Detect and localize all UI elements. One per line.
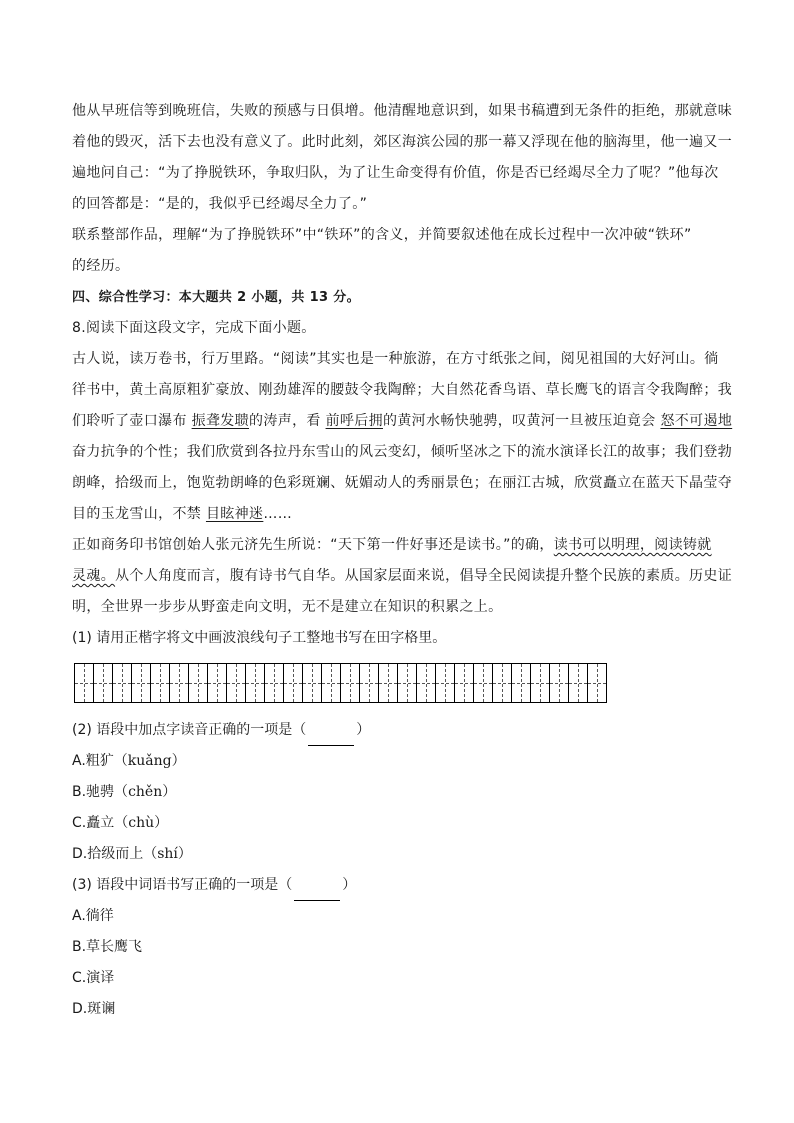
wavy-underlined-sentence: 读书可以明理，阅读铸就 <box>553 537 712 553</box>
option-item[interactable] <box>72 746 722 777</box>
tianzige-cell[interactable] <box>151 663 170 703</box>
tianzige-grid[interactable] <box>74 663 607 703</box>
passage-line: 遍地问自己：“为了挣脱铁环，争取归队，为了让生命变得有价值，你是否已经竭尽全力了呢？”他每次 <box>72 165 719 181</box>
question-text: 联系整部作品，理解“为了挣脱铁环”中“铁环”的含义，并简要叙述他在成长过程中一次冲破“铁环” <box>72 227 692 243</box>
option-item[interactable] <box>72 808 722 839</box>
text-span: (3) 语段中词语书写正确的一项是（ <box>72 877 293 893</box>
tianzige-cell[interactable] <box>455 663 474 703</box>
tianzige-cell[interactable] <box>303 663 322 703</box>
tianzige-cell[interactable] <box>170 663 189 703</box>
passage-line: 朗峰，拾级而上，饱览勃朗峰的色彩斑斓、妩媚动人的秀丽景色；在丽江古城，欣赏矗立在蓝天下晶莹夺 <box>72 475 733 491</box>
option-text: D.拾级而上（ <box>72 846 158 862</box>
passage-line <box>72 499 722 530</box>
passage-line: 的回答都是：“是的，我似乎已经竭尽全力了。” <box>72 196 368 212</box>
tianzige-cell[interactable] <box>265 663 284 703</box>
text-span: (2) 语段中加点字读音正确的一项是（ <box>72 722 307 738</box>
tianzige-cell[interactable] <box>227 663 246 703</box>
tianzige-cell[interactable] <box>132 663 151 703</box>
tianzige-cell[interactable] <box>341 663 360 703</box>
option-text: ） <box>177 846 192 862</box>
tianzige-cell[interactable] <box>113 663 132 703</box>
text-span: …… <box>263 506 293 522</box>
question-title: 8.阅读下面这段文字，完成下面小题。 <box>72 320 316 336</box>
tianzige-cell[interactable] <box>436 663 455 703</box>
underlined-phrase: 怒不可遏地 <box>660 413 733 429</box>
question-text: 的经历。 <box>72 258 130 274</box>
tianzige-cell[interactable] <box>208 663 227 703</box>
tianzige-cell[interactable] <box>284 663 303 703</box>
option-item[interactable]: B.草长鹰飞 <box>72 939 143 955</box>
option-text: A.粗犷（ <box>72 753 128 769</box>
section-heading: 四、综合性学习：本大题共 2 小题，共 13 分。 <box>72 290 360 305</box>
passage-line: 他从早班信等到晚班信，失败的预感与日俱增。他清醒地意识到，如果书稿遭到无条件的拒绝，那就意味 <box>72 103 733 119</box>
passage-line <box>72 530 722 561</box>
pinyin: kuǎng <box>127 753 172 769</box>
text-span: 目的玉龙雪山，不禁 <box>72 506 206 522</box>
wavy-underlined-sentence: 灵魂。 <box>72 568 116 584</box>
pinyin: shí <box>157 846 178 862</box>
text-span: 正如商务印书馆创始人张元济先生所说：“天下第一件好事还是读书。”的确， <box>72 537 554 553</box>
subquestion-1: (1) 请用正楷字将文中画波浪线句子工整地书写在田字格里。 <box>72 630 447 646</box>
subquestion-2 <box>72 715 722 746</box>
pinyin: chù <box>128 815 155 831</box>
passage-line: 明，全世界一步步从野蛮走向文明，无不是建立在知识的积累之上。 <box>72 599 503 615</box>
text-span: 们聆听了壶口瀑布 <box>72 413 192 429</box>
option-item[interactable] <box>72 839 722 870</box>
tianzige-cell[interactable] <box>493 663 512 703</box>
option-text: ） <box>154 815 169 831</box>
passage-line <box>72 406 733 437</box>
passage-line: 着他的毁灭，活下去也没有意义了。此时此刻，郊区海滨公园的那一幕又浮现在他的脑海里，他一遍又一 <box>72 134 733 150</box>
tianzige-cell[interactable] <box>588 663 607 703</box>
option-item[interactable]: A.徜徉 <box>72 908 114 924</box>
tianzige-cell[interactable] <box>246 663 265 703</box>
answer-blank[interactable] <box>294 884 340 901</box>
underlined-phrase: 目眩神迷 <box>205 506 264 522</box>
tianzige-cell[interactable] <box>189 663 208 703</box>
text-span: 从个人角度而言，腹有诗书气自华。从国家层面来说，倡导全民阅读提升整个民族的素质。历史证 <box>115 568 733 584</box>
passage-line: 奋力抗争的个性；我们欣赏到各拉丹东雪山的风云变幻，倾听坚冰之下的流水演译长江的故事；我们登勃 <box>72 444 733 460</box>
underlined-phrase: 振聋发聩 <box>191 413 250 429</box>
tianzige-cell[interactable] <box>75 663 94 703</box>
option-item[interactable]: D.斑谰 <box>72 1001 116 1017</box>
subquestion-3 <box>72 870 722 901</box>
passage-line: 古人说，读万卷书，行万里路。“阅读”其实也是一种旅游，在方寸纸张之间，阅见祖国的大好河山。徜 <box>72 351 719 367</box>
underlined-phrase: 前呼后拥 <box>325 413 383 429</box>
text-span: ） <box>356 722 371 738</box>
tianzige-cell[interactable] <box>322 663 341 703</box>
tianzige-cell[interactable] <box>474 663 493 703</box>
option-text: C.矗立（ <box>72 815 129 831</box>
option-text: ） <box>171 753 186 769</box>
option-text: B.驰骋（ <box>72 784 129 800</box>
document-page <box>72 96 733 1025</box>
passage-line: 徉书中，黄土高原粗犷豪放、刚劲雄浑的腰鼓令我陶醉；大自然花香鸟语、草长鹰飞的语言令我陶醉；我 <box>72 382 733 398</box>
tianzige-cell[interactable] <box>531 663 550 703</box>
subquestion-3-options <box>72 901 722 1025</box>
answer-blank[interactable] <box>308 729 354 746</box>
tianzige-cell[interactable] <box>398 663 417 703</box>
subquestion-2-options <box>72 746 722 870</box>
tianzige-cell[interactable] <box>569 663 588 703</box>
option-item[interactable]: C.演译 <box>72 970 115 986</box>
option-text: ） <box>162 784 177 800</box>
tianzige-cell[interactable] <box>360 663 379 703</box>
tianzige-cell[interactable] <box>417 663 436 703</box>
text-span: 的黄河水畅快驰骋，叹黄河一旦被压迫竟会 <box>382 413 661 429</box>
tianzige-cell[interactable] <box>550 663 569 703</box>
passage-line <box>72 561 733 592</box>
pinyin: chěn <box>128 784 163 800</box>
tianzige-cell[interactable] <box>94 663 113 703</box>
text-span: ） <box>342 877 357 893</box>
tianzige-cell[interactable] <box>379 663 398 703</box>
tianzige-cell[interactable] <box>512 663 531 703</box>
option-item[interactable] <box>72 777 722 808</box>
text-span: 的涛声，看 <box>249 413 326 429</box>
